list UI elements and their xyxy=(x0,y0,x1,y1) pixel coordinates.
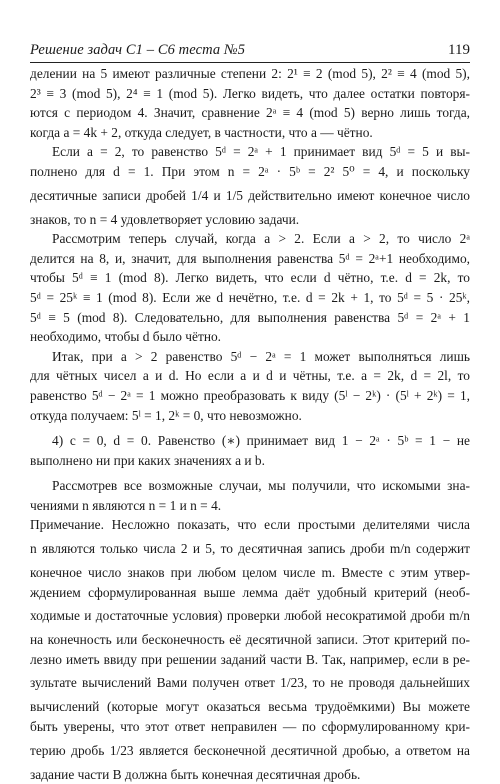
text-line: 2³ ≡ 3 (mod 5), 2⁴ ≡ 1 (mod 5). Легко видеть, что далее остатки повторя- xyxy=(30,85,470,101)
text-line: для чётных чисел a и d. Но если a и d и чётны, т.е. a = 2k, d = 2l, то xyxy=(30,368,470,384)
text-line: когда a = 4k + 2, откуда следует, в частности, что a — чётно. xyxy=(30,124,373,140)
text-line: лезно иметь ввиду при решении заданий части B. Так, например, если в ре- xyxy=(30,651,470,667)
text-line: на конечность или бесконечность её десятичной записи. Этот критерий по- xyxy=(30,632,470,648)
text-line: Если a = 2, то равенство 5ᵈ = 2ᵃ + 1 принимает вид 5ᵈ = 5 и вы- xyxy=(52,144,470,160)
text-line: задание части B должна быть конечная десятичная дробь. xyxy=(30,766,361,782)
text-line: ждением сформулированная выше лемма даёт удобный критерий (необ- xyxy=(30,584,470,600)
text-line: Рассмотрев все возможные случаи, мы получили, что искомыми зна- xyxy=(52,478,470,494)
text-line: делится на 8, и, значит, для выполнения равенства 5ᵈ = 2ᵃ+1 необходимо, xyxy=(30,250,470,266)
text-line: терию дробь 1/23 является бесконечной десятичной дробью, а ответом на xyxy=(30,742,470,758)
text-line: десятичные записи дробей 1/4 и 1/5 действительно имеют конечное число xyxy=(30,187,470,203)
text-line: 5ᵈ = 25ᵏ ≡ 1 (mod 8). Если же d нечётно, т.е. d = 2k + 1, то 5ᵈ = 5 · 25ᵏ, xyxy=(30,289,470,305)
text-line: 5ᵈ ≡ 5 (mod 8). Следовательно, для выполнения равенства 5ᵈ = 2ᵃ + 1 xyxy=(30,309,470,325)
text-line: Рассмотрим теперь случай, когда a > 2. Если a > 2, то число 2ᵃ xyxy=(52,231,470,247)
text-line: необходимо, чтобы d было чётно. xyxy=(30,329,222,345)
running-title: Решение задач C1 – C6 теста №5 xyxy=(30,42,246,58)
text-line: вычислений (которые могут оказаться весьма трудоёмкими) Вы можете xyxy=(30,699,470,715)
text-line: откуда получаем: 5ˡ = 1, 2ᵏ = 0, что невозможно. xyxy=(30,407,302,423)
text-line: полнено для d = 1. При этом n = 2ᵃ · 5ᵇ = 2² 5⁰ = 4, и поскольку xyxy=(30,163,470,179)
text-line: знаков, то n = 4 удовлетворяет условию задачи. xyxy=(30,211,300,227)
page-number: 119 xyxy=(448,42,470,58)
text-line: зультате вычислений Вами получен ответ 1/23, то не проводя дальнейших xyxy=(30,675,470,691)
text-line: чениями n являются n = 1 и n = 4. xyxy=(30,497,222,513)
page-body xyxy=(30,64,470,784)
text-line: n являются только числа 2 и 5, то десятичная запись дроби m/n содержит xyxy=(30,541,470,557)
text-line: ходимые и достаточные условия) проверки любой несократимой дроби m/n xyxy=(30,608,470,624)
text-line: 4) c = 0, d = 0. Равенство (∗) принимает вид 1 − 2ᵃ · 5ᵇ = 1 − не xyxy=(52,433,470,449)
page-header xyxy=(30,38,470,63)
text-line: чтобы 5ᵈ ≡ 1 (mod 8). Легко видеть, что если d чётно, т.е. d = 2k, то xyxy=(30,270,470,286)
text-line: выполнено ни при каких значениях a и b. xyxy=(30,452,265,468)
text-line: быть уверены, что этот ответ неправилен — по сформулированному кри- xyxy=(30,719,470,735)
text-line: Итак, при a > 2 равенство 5ᵈ − 2ᵃ = 1 может выполняться лишь xyxy=(52,348,470,364)
text-line: ются с периодом 4. Значит, сравнение 2ᵃ ≡ 4 (mod 5) верно лишь тогда, xyxy=(30,105,470,121)
text-line: делении на 5 имеют различные степени 2: 2¹ ≡ 2 (mod 5), 2² ≡ 4 (mod 5), xyxy=(30,66,470,81)
text-line: Примечание. Несложно показать, что если простыми делителями числа xyxy=(30,517,470,533)
text-line: конечное число знаков при любом целом числе m. Вместе с этим утвер- xyxy=(30,565,470,581)
text-line: равенство 5ᵈ − 2ᵃ = 1 можно преобразовать к виду (5ˡ − 2ᵏ) · (5ˡ + 2ᵏ) = 1, xyxy=(30,387,470,403)
